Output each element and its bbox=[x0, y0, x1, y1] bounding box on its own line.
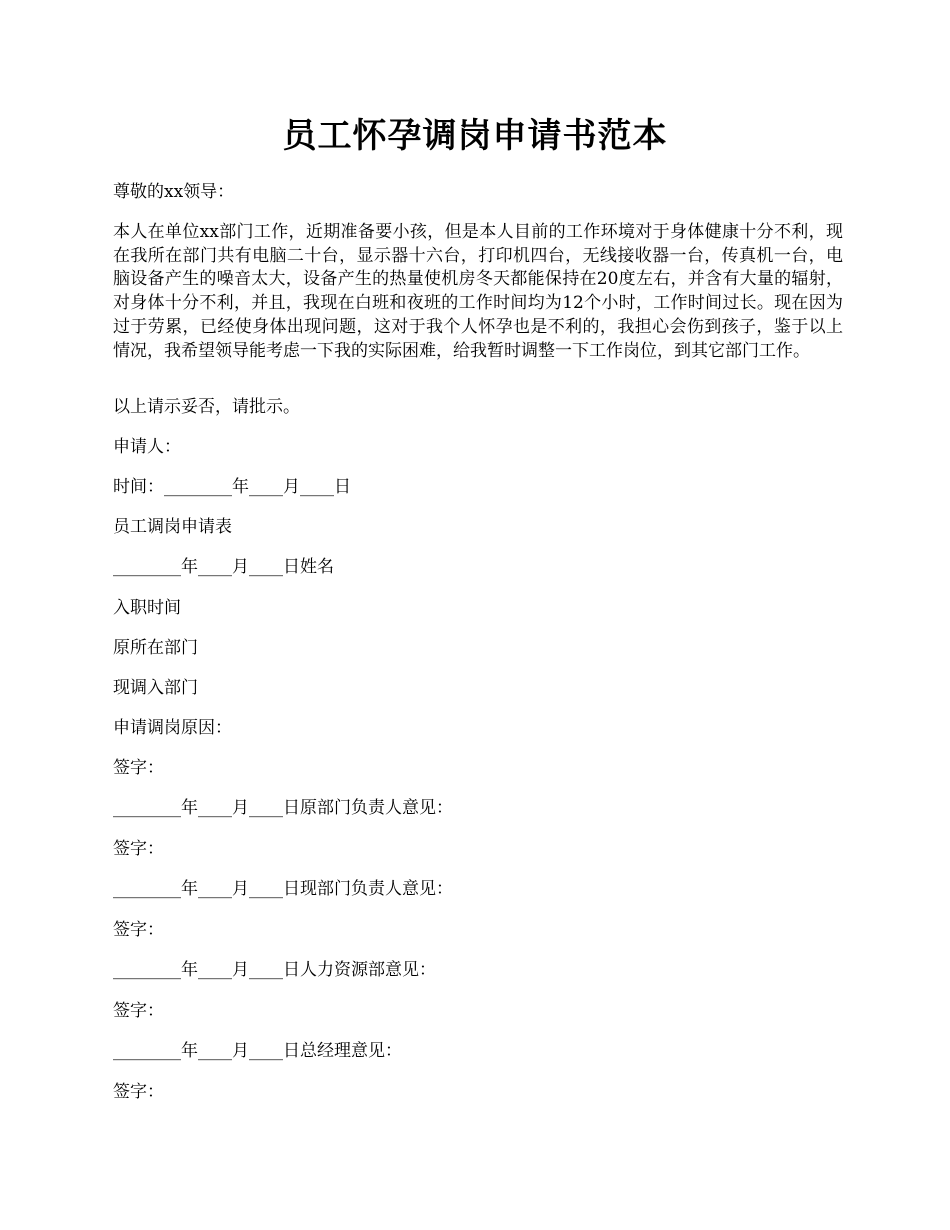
signature-line: 签字： bbox=[113, 839, 164, 859]
document-title: 员工怀孕调岗申请书范本 bbox=[282, 116, 668, 156]
closing-line: 以上请示妥否，请批示。 bbox=[113, 397, 300, 417]
reason-line: 申请调岗原因： bbox=[113, 718, 232, 738]
signature-line: 签字： bbox=[113, 920, 164, 940]
time-line: 时间：________年____月____日 bbox=[113, 477, 351, 497]
new-dept-line: 现调入部门 bbox=[113, 678, 198, 698]
signature-line: 签字： bbox=[113, 1001, 164, 1021]
original-dept-opinion-line: ________年____月____日原部门负责人意见： bbox=[113, 798, 453, 818]
form-title: 员工调岗申请表 bbox=[113, 517, 232, 537]
gm-opinion-line: ________年____月____日总经理意见： bbox=[113, 1041, 402, 1061]
original-dept-line: 原所在部门 bbox=[113, 638, 198, 658]
signature-line: 签字： bbox=[113, 758, 164, 778]
hr-opinion-line: ________年____月____日人力资源部意见： bbox=[113, 960, 436, 980]
hire-time-line: 入职时间 bbox=[113, 598, 181, 618]
salutation: 尊敬的xx领导： bbox=[113, 182, 235, 202]
applicant-line: 申请人： bbox=[113, 437, 181, 457]
new-dept-opinion-line: ________年____月____日现部门负责人意见： bbox=[113, 879, 453, 899]
body-paragraph: 本人在单位xx部门工作，近期准备要小孩，但是本人目前的工作环境对于身体健康十分不利，现在我所在部门共有电脑二十台，显示器十六台，打印机四台，无线接收器一台，传真机一台，电脑设备产生的噪音太大，设备产生的热量使机房冬天都能保持在20度左右，并含有大量的辐射，对身体十分不利，并且，我现在白班和夜班的工作时间均为12个小时，工作时间过长。现在因为过于劳累，已经使身体出现问题，这对于我个人怀孕也是不利的，我担心会伤到孩子，鉴于以上情况，我希望领导能考虑一下我的实际困难，给我暂时调整一下工作岗位，到其它部门工作。 bbox=[113, 222, 843, 361]
signature-line: 签字： bbox=[113, 1082, 164, 1102]
date-name-line: ________年____月____日姓名 bbox=[113, 557, 334, 577]
